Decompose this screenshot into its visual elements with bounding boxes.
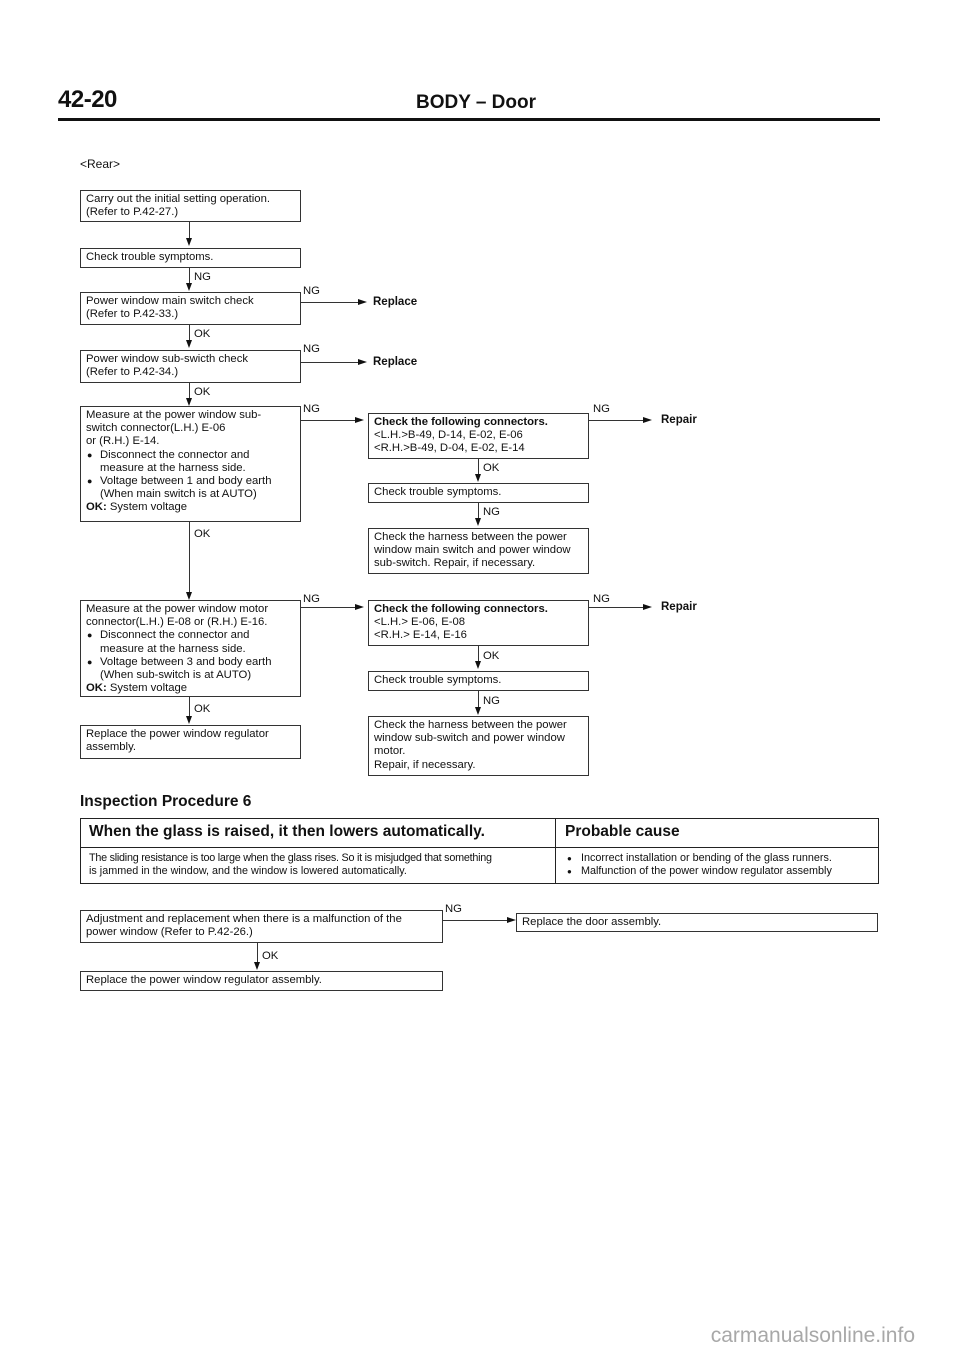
arrow-right-icon — [358, 299, 367, 305]
harness-check-box-1: Check the harness between the power window main switch and power window sub-switch. Repair, if necessary. — [368, 528, 589, 574]
arrow-right-icon — [507, 917, 516, 923]
arrow-down-icon — [186, 283, 192, 291]
bullet-item: ● Disconnect the connector and measure at the harness side. — [86, 629, 295, 655]
ng-label: NG — [303, 285, 320, 297]
repair-action: Repair — [661, 414, 697, 426]
bullet-item: ● Voltage between 1 and body earth (When main switch is at AUTO) — [86, 475, 295, 501]
ng-label: NG — [194, 271, 211, 283]
connector-line — [478, 459, 479, 475]
connector-line — [589, 607, 644, 608]
connector-line — [189, 522, 190, 594]
watermark: carmanualsonline.info — [710, 1324, 915, 1347]
header-rule — [58, 118, 880, 121]
ng-label: NG — [445, 903, 462, 915]
ok-label: OK — [194, 328, 211, 340]
connector-line — [257, 943, 258, 964]
check-symptoms-box: Check trouble symptoms. — [80, 248, 301, 268]
arrow-down-icon — [475, 661, 481, 669]
sub-switch-check-box: Power window sub-swicth check (Refer to P.42-34.) — [80, 350, 301, 383]
arrow-down-icon — [475, 474, 481, 482]
measure-motor-box: Measure at the power window motor connector(L.H.) E-08 or (R.H.) E-16. ● Disconnect the connector and measure at the harness side. ● Voltage between 3 and body earth (When sub-switch is at AUTO) OK: System voltage — [80, 600, 301, 697]
connector-line — [301, 302, 359, 303]
procedure-table — [80, 818, 879, 884]
arrow-down-icon — [475, 707, 481, 715]
repair-action: Repair — [661, 601, 697, 613]
arrow-down-icon — [186, 592, 192, 600]
table-divider — [555, 819, 556, 883]
page-title: BODY – Door — [416, 92, 537, 113]
arrow-down-icon — [186, 340, 192, 348]
cause-header: Probable cause — [565, 823, 680, 840]
replace-regulator-box: Replace the power window regulator assembly. — [80, 725, 301, 759]
replace-door-box: Replace the door assembly. — [516, 913, 878, 932]
arrow-right-icon — [358, 359, 367, 365]
connector-line — [478, 691, 479, 707]
connector-check-box-1: Check the following connectors. <L.H.>B-49, D-14, E-02, E-06 <R.H.>B-49, D-04, E-02, E-14 — [368, 413, 589, 459]
ok-label: OK — [483, 650, 500, 662]
connector-check-box-2: Check the following connectors. <L.H.> E-06, E-08 <R.H.> E-14, E-16 — [368, 600, 589, 646]
connector-line — [189, 383, 190, 399]
connector-line — [189, 697, 190, 718]
ok-label: OK — [194, 528, 211, 540]
ng-label: NG — [483, 695, 500, 707]
replace-action: Replace — [373, 296, 418, 308]
connector-line — [189, 268, 190, 284]
cause-item: ● Malfunction of the power window regulator assembly — [565, 865, 875, 878]
connector-line — [189, 325, 190, 341]
connector-line — [478, 503, 479, 519]
arrow-down-icon — [475, 518, 481, 526]
section-tag: <Rear> — [80, 157, 121, 171]
initial-setting-box: Carry out the initial setting operation. (Refer to P.42-27.) — [80, 190, 301, 222]
connector-line — [443, 920, 508, 921]
cause-item: ● Incorrect installation or bending of the glass runners. — [565, 852, 875, 865]
arrow-right-icon — [643, 417, 652, 423]
check-symptoms-box-2: Check trouble symptoms. — [368, 483, 589, 503]
bullet-item: ● Disconnect the connector and measure at the harness side. — [86, 449, 295, 475]
arrow-right-icon — [355, 417, 364, 423]
ok-label: OK — [262, 950, 279, 962]
procedure-title: Inspection Procedure 6 — [80, 793, 252, 810]
measure-subswitch-box: Measure at the power window sub- switch connector(L.H.) E-06 or (R.H.) E-14. ● Disconnect the connector and measure at the harness side. ● Voltage between 1 and body earth (When main switch is at AUTO) OK: System voltage — [80, 406, 301, 522]
connector-line — [301, 420, 356, 421]
ng-label: NG — [303, 343, 320, 355]
connector-line — [478, 646, 479, 662]
replace-regulator-box-2: Replace the power window regulator assembly. — [80, 971, 443, 991]
ok-label: OK — [194, 386, 211, 398]
harness-check-box-2: Check the harness between the power window sub-switch and power window motor. Repair, if necessary. — [368, 716, 589, 776]
arrow-down-icon — [254, 962, 260, 970]
ng-label: NG — [303, 403, 320, 415]
connector-line — [301, 362, 359, 363]
ok-label: OK — [194, 703, 211, 715]
ok-label: OK — [483, 462, 500, 474]
ng-label: NG — [593, 403, 610, 415]
connector-line — [589, 420, 644, 421]
arrow-down-icon — [186, 716, 192, 724]
ng-label: NG — [593, 593, 610, 605]
adjustment-box: Adjustment and replacement when there is a malfunction of the power window (Refer to P.42-26.) — [80, 910, 443, 943]
arrow-down-icon — [186, 398, 192, 406]
main-switch-check-box: Power window main switch check (Refer to P.42-33.) — [80, 292, 301, 325]
connector-line — [301, 607, 356, 608]
symptom-header: When the glass is raised, it then lowers automatically. — [89, 823, 485, 840]
arrow-down-icon — [186, 238, 192, 246]
check-symptoms-box-3: Check trouble symptoms. — [368, 671, 589, 691]
table-divider — [81, 847, 878, 848]
page-number: 42-20 — [58, 86, 117, 113]
arrow-right-icon — [643, 604, 652, 610]
replace-action: Replace — [373, 356, 418, 368]
symptom-description: The sliding resistance is too large when the glass rises. So it is misjudged that something is jammed in the window, and the window is lowered automatically. — [89, 852, 492, 877]
arrow-right-icon — [355, 604, 364, 610]
cause-list — [565, 852, 875, 878]
bullet-item: ● Voltage between 3 and body earth (When sub-switch is at AUTO) — [86, 656, 295, 682]
ng-label: NG — [303, 593, 320, 605]
ng-label: NG — [483, 506, 500, 518]
